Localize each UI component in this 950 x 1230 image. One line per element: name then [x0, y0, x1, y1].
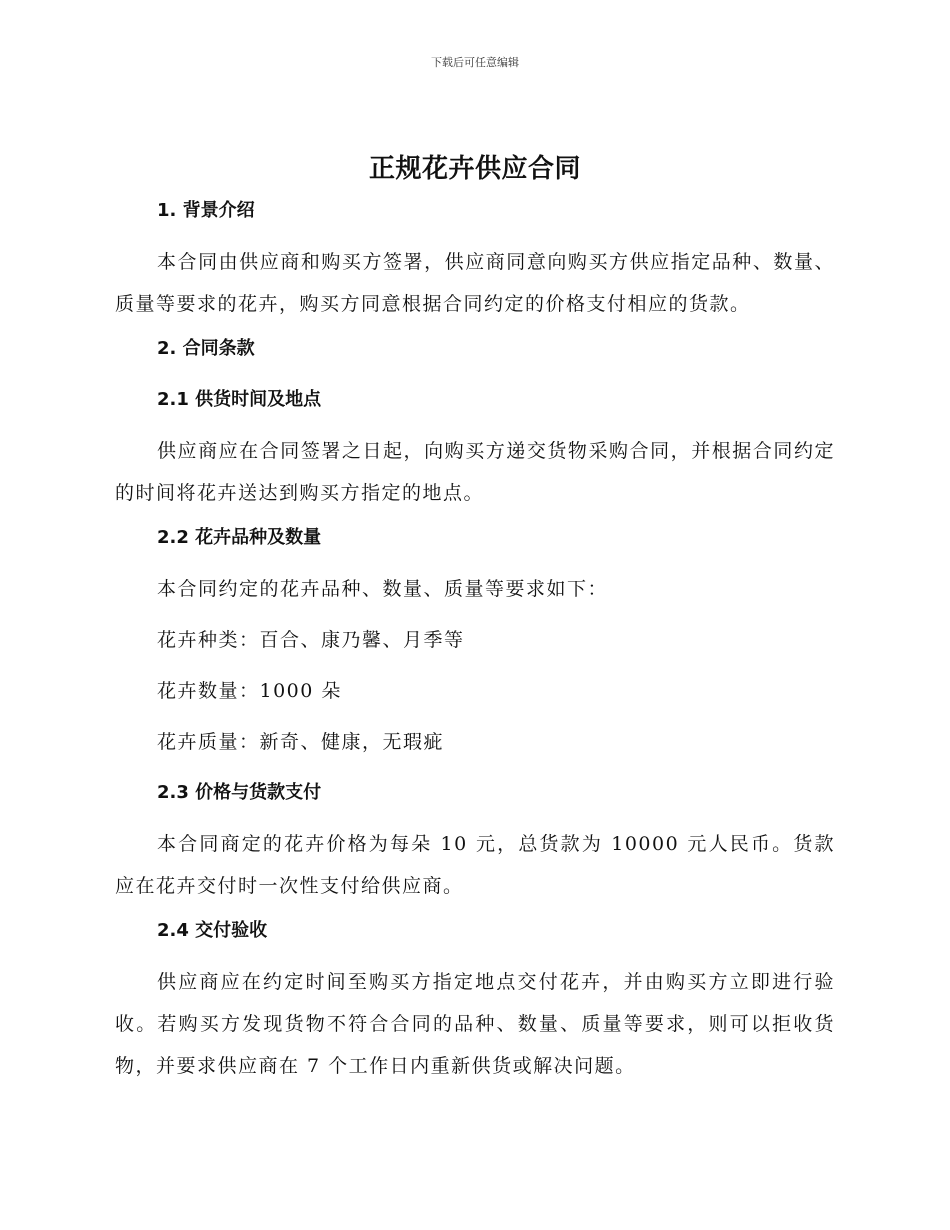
flower-kind-line: 花卉种类：百合、康乃馨、月季等 [157, 629, 465, 651]
section-1-heading: 1. 背景介绍 [157, 200, 255, 221]
section-2-4-heading: 2.4 交付验收 [157, 920, 268, 941]
section-1-paragraph: 本合同由供应商和购买方签署，供应商同意向购买方供应指定品种、数量、质量等要求的花卉，购买方同意根据合同约定的价格支付相应的货款。 [115, 251, 835, 315]
flower-quality-line: 花卉质量：新奇、健康，无瑕疵 [157, 731, 445, 753]
section-2-1-heading: 2.1 供货时间及地点 [157, 389, 322, 410]
section-2-heading: 2. 合同条款 [157, 338, 255, 359]
document-body [115, 195, 835, 1087]
section-2-3-heading: 2.3 价格与货款支付 [157, 782, 322, 803]
section-2-2-intro: 本合同约定的花卉品种、数量、质量等要求如下： [157, 578, 609, 600]
section-2-3-paragraph: 本合同商定的花卉价格为每朵 10 元，总货款为 10000 元人民币。货款应在花卉交付时一次性支付给供应商。 [115, 833, 835, 897]
flower-quantity-line: 花卉数量：1000 朵 [157, 680, 342, 702]
section-2-4-paragraph: 供应商应在约定时间至购买方指定地点交付花卉，并由购买方立即进行验收。若购买方发现货物不符合合同的品种、数量、质量等要求，则可以拒收货物，并要求供应商在 7 个工作日内重新供货或解决问题。 [115, 971, 835, 1077]
document-title: 正规花卉供应合同 [368, 154, 581, 184]
header-note: 下载后可任意编辑 [431, 56, 519, 69]
section-2-2-heading: 2.2 花卉品种及数量 [157, 527, 322, 548]
section-2-1-paragraph: 供应商应在合同签署之日起，向购买方递交货物采购合同，并根据合同约定的时间将花卉送达到购买方指定的地点。 [115, 440, 835, 504]
